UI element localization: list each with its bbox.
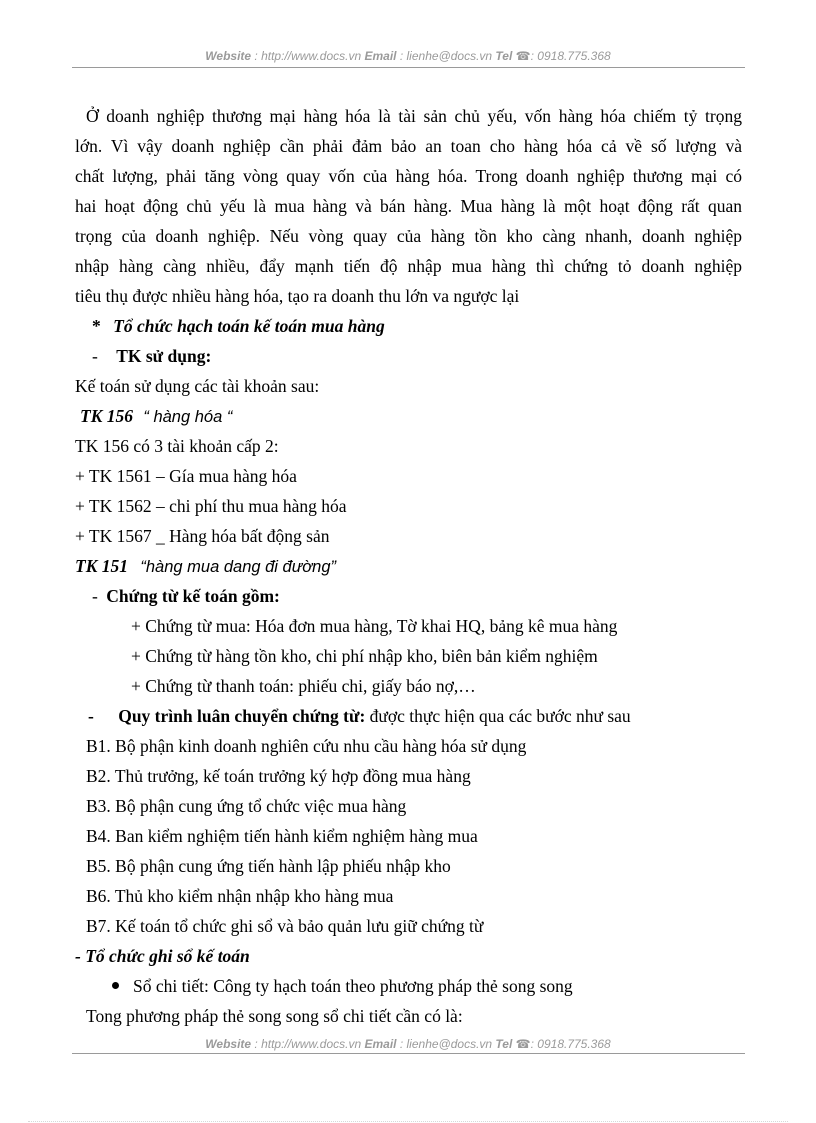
process-marker: - <box>88 706 94 726</box>
process-title: Quy trình luân chuyển chứng từ: <box>118 706 366 726</box>
section1-marker: * <box>92 316 101 336</box>
header-website-value: : http://www.docs.vn <box>254 49 362 63</box>
para1-line-3: chất lượng, phải tăng vòng quay vốn của hàng hóa. Trong doanh nghiệp thương mại có <box>75 166 742 186</box>
header-website-label: Website <box>205 49 252 63</box>
tk-used-heading <box>92 346 211 366</box>
tk156-sub-intro: TK 156 có 3 tài khoản cấp 2: <box>75 436 279 456</box>
tk-used-marker: - <box>92 346 98 366</box>
telephone-icon: ☎ <box>515 1037 531 1051</box>
step-4: B4. Ban kiểm nghiệm tiến hành kiểm nghiệm hàng mua <box>86 826 478 846</box>
para1-line-5: trọng của doanh nghiệp. Nếu vòng quay của hàng tồn kho càng nhanh, doanh nghiệp <box>75 226 742 246</box>
voucher-item-2: + Chứng từ hàng tồn kho, chi phí nhập kho, biên bản kiểm nghiệm <box>131 646 598 666</box>
tk156-line <box>80 406 232 427</box>
page-footer <box>0 1037 816 1051</box>
bullet-icon <box>112 982 119 989</box>
header-tel-value: : 0918.775.368 <box>530 49 611 63</box>
tk151-line <box>75 556 336 577</box>
section1-heading <box>92 316 385 336</box>
step-6: B6. Thủ kho kiểm nhận nhập kho hàng mua <box>86 886 394 906</box>
vouchers-title: Chứng từ kế toán gồm: <box>106 586 280 606</box>
step-1: B1. Bộ phận kinh doanh nghiên cứu nhu cầu hàng hóa sử dụng <box>86 736 527 756</box>
footer-email-label: Email <box>364 1037 397 1051</box>
header-tel-label: Tel <box>495 49 513 63</box>
tk1561-line: + TK 1561 – Gía mua hàng hóa <box>75 466 297 486</box>
step-3: B3. Bộ phận cung ứng tổ chức việc mua hàng <box>86 796 407 816</box>
vouchers-marker: - <box>92 586 98 606</box>
accounts-intro: Kế toán sử dụng các tài khoản sau: <box>75 376 320 396</box>
para1-line-2: lớn. Vì vậy doanh nghiệp cần phải đảm bảo an toan cho hàng hóa cả về số lượng và <box>75 136 742 156</box>
tk1567-line: + TK 1567 _ Hàng hóa bất động sản <box>75 526 330 546</box>
footer-email-value: : lienhe@docs.vn <box>399 1037 493 1051</box>
footer-tel-label: Tel <box>495 1037 513 1051</box>
footer-website-value: : http://www.docs.vn <box>254 1037 362 1051</box>
tk151-code: TK 151 <box>75 556 128 576</box>
telephone-icon: ☎ <box>515 49 531 63</box>
header-email-value: : lienhe@docs.vn <box>399 49 493 63</box>
step-2: B2. Thủ trưởng, kế toán trưởng ký hợp đồng mua hàng <box>86 766 471 786</box>
voucher-item-3: + Chứng từ thanh toán: phiếu chi, giấy báo nợ,… <box>131 676 476 696</box>
footer-tel-value: : 0918.775.368 <box>530 1037 611 1051</box>
page-bottom-dotted-line <box>28 1121 788 1122</box>
detail-bullet-text: Sổ chi tiết: Công ty hạch toán theo phương pháp thẻ song song <box>133 976 573 996</box>
para1-line-6: nhập hàng càng nhiều, đẩy mạnh tiến độ nhập mua hàng thì chứng tỏ doanh nghiệp <box>75 256 742 276</box>
para1-line-7: tiêu thụ được nhiều hàng hóa, tạo ra doanh thu lớn va ngược lại <box>75 286 520 306</box>
footer-rule <box>72 1053 745 1054</box>
para1-line-1: Ở doanh nghiệp thương mại hàng hóa là tài sản chủ yếu, vốn hàng hóa chiếm tỷ trọng <box>86 106 742 126</box>
footer-website-label: Website <box>205 1037 252 1051</box>
page-header <box>0 49 816 63</box>
process-heading <box>88 706 631 726</box>
tk156-code: TK 156 <box>80 406 133 426</box>
voucher-item-1: + Chứng từ mua: Hóa đơn mua hàng, Tờ khai HQ, bảng kê mua hàng <box>131 616 618 636</box>
process-desc: được thực hiện qua các bước như sau <box>369 706 631 726</box>
section2-title: - Tổ chức ghi sổ kế toán <box>75 946 250 966</box>
header-email-label: Email <box>364 49 397 63</box>
header-rule <box>72 67 745 68</box>
section1-title: Tổ chức hạch toán kế toán mua hàng <box>113 316 385 336</box>
detail-bullet-item <box>112 976 573 996</box>
vouchers-heading <box>92 586 280 606</box>
closing-line: Tong phương pháp thẻ song song sổ chi tiết cần có là: <box>86 1006 463 1026</box>
step-5: B5. Bộ phận cung ứng tiến hành lập phiếu nhập kho <box>86 856 451 876</box>
para1-line-4: hai hoạt động chủ yếu là mua hàng và bán hàng. Mua hàng là một hoạt động rất quan <box>75 196 742 216</box>
tk156-name: “ hàng hóa “ <box>143 408 233 426</box>
tk1562-line: + TK 1562 – chi phí thu mua hàng hóa <box>75 496 347 516</box>
tk151-name: “hàng mua dang đi đường” <box>140 558 337 576</box>
tk-used-title: TK sử dụng: <box>116 346 212 366</box>
step-7: B7. Kế toán tổ chức ghi sổ và bảo quản lưu giữ chứng từ <box>86 916 484 936</box>
